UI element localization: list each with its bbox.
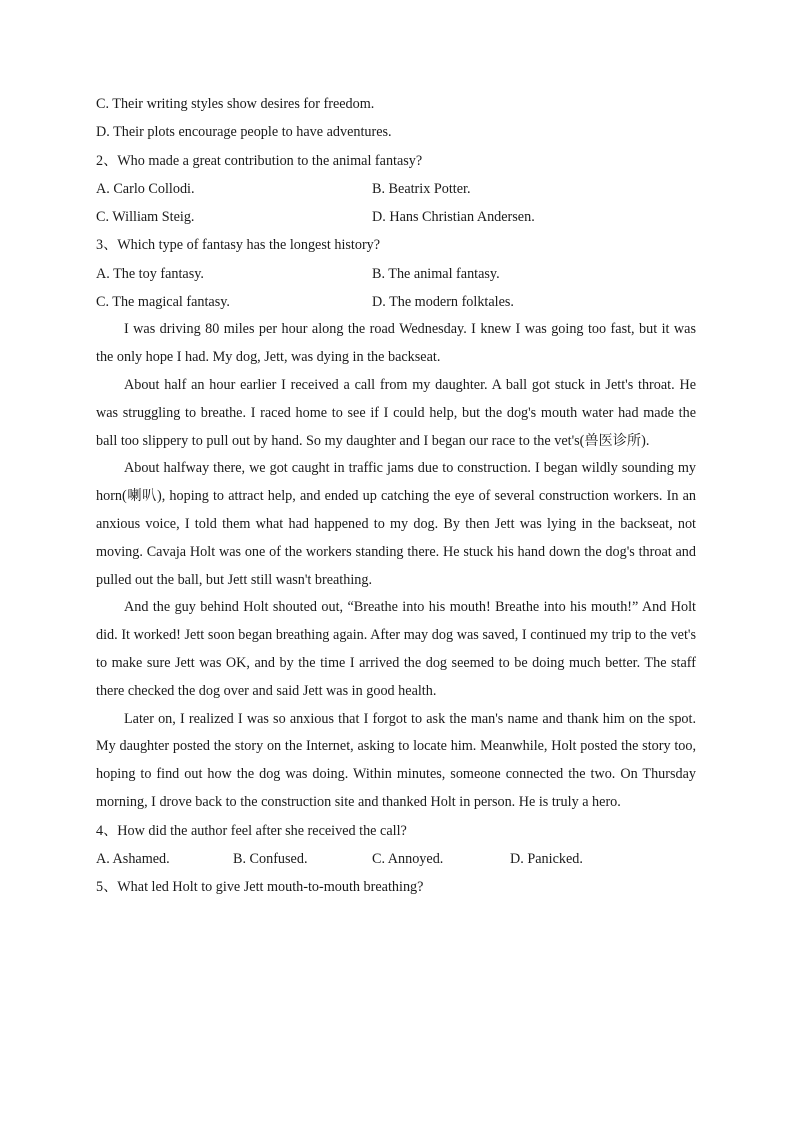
q2-options-row-2 xyxy=(96,203,696,231)
passage-paragraph-5: Later on, I realized I was so anxious that I forgot to ask the man's name and thank him on the spot. My daughter posted the story on the Internet, asking to locate him. Meanwhile, Holt posted the story too, hoping to find out how the dog was doing. Within minutes, someone connected the two. On Thursday morning, I drove back to the construction site and thanked Holt in person. He is truly a hero. xyxy=(96,710,696,810)
q4-options-row xyxy=(96,845,696,873)
q1-option-d: D. Their plots encourage people to have adventures. xyxy=(96,124,392,141)
q3-stem: 3、Which type of fantasy has the longest history? xyxy=(96,237,381,254)
q2-options-row-1 xyxy=(96,175,696,203)
passage-paragraph-3: About halfway there, we got caught in traffic jams due to construction. I began wildly sounding my horn(喇叭), hoping to attract help, and ended up catching the eye of several construction workers. In an anxious voice, I told them what had happened to my dog. By then Jett was lying in the backseat, not moving. Cavaja Holt was one of the workers standing there. He stuck his hand down the dog's throat and pulled out the ball, but Jett still wasn't breathing. xyxy=(96,460,696,588)
q4-option-d: D. Panicked. xyxy=(510,851,583,868)
q3-options-row-1 xyxy=(96,260,696,288)
q1-option-c: C. Their writing styles show desires for freedom. xyxy=(96,96,375,112)
passage-paragraph-1: I was driving 80 miles per hour along the road Wednesday. I knew I was going too fast, but it was the only hope I had. My dog, Jett, was dying in the backseat. xyxy=(96,321,696,366)
q3-options-row-2 xyxy=(96,288,696,316)
q3-option-b: B. The animal fantasy. xyxy=(372,265,500,282)
q3-option-d: D. The modern folktales. xyxy=(372,294,514,311)
q4-option-c: C. Annoyed. xyxy=(372,851,444,868)
q2-option-b: B. Beatrix Potter. xyxy=(372,180,471,197)
q3-option-a: A. The toy fantasy. xyxy=(96,265,204,282)
q2-option-a: A. Carlo Collodi. xyxy=(96,180,195,197)
exam-page xyxy=(96,90,696,902)
q2-stem: 2、Who made a great contribution to the animal fantasy? xyxy=(96,152,423,169)
q5-stem: 5、What led Holt to give Jett mouth-to-mouth breathing? xyxy=(96,879,424,896)
q4-stem: 4、How did the author feel after she received the call? xyxy=(96,822,407,839)
passage-paragraph-2: About half an hour earlier I received a call from my daughter. A ball got stuck in Jett's throat. He was struggling to breathe. I raced home to see if I could help, but the dog's mouth water had made the ball too slippery to pull out by hand. So my daughter and I began our race to the vet's(兽医诊所). xyxy=(96,376,696,449)
passage-paragraph-4: And the guy behind Holt shouted out, “Breathe into his mouth! Breathe into his mouth!” And Holt did. It worked! Jett soon began breathing again. After may dog was saved, I continued my trip to the vet's to make sure Jett was OK, and by the time I arrived the dog seemed to be doing much better. The staff there checked the dog over and said Jett was in good health. xyxy=(96,599,696,699)
q4-option-a: A. Ashamed. xyxy=(96,851,170,868)
q2-option-d: D. Hans Christian Andersen. xyxy=(372,209,535,226)
q3-option-c: C. The magical fantasy. xyxy=(96,294,230,311)
q2-option-c: C. William Steig. xyxy=(96,209,195,226)
q4-option-b: B. Confused. xyxy=(233,851,308,868)
